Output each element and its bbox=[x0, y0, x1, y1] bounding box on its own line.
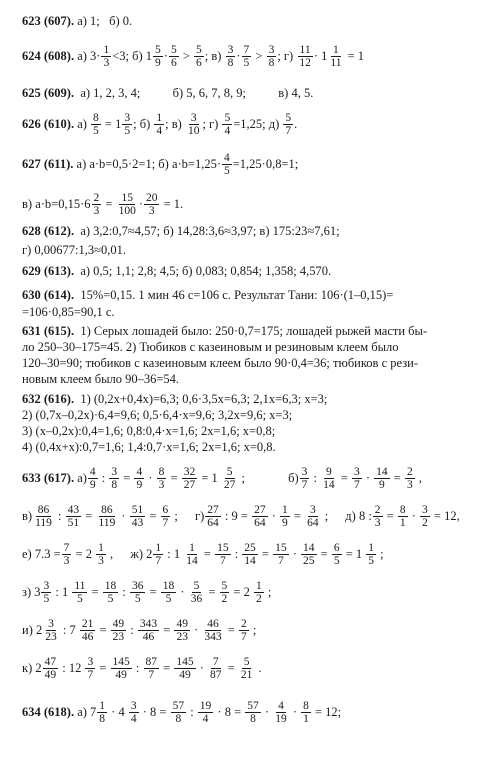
operator: = bbox=[96, 623, 110, 637]
op: · bbox=[236, 49, 241, 63]
problem-627-line1 bbox=[22, 152, 470, 177]
problem-number: 633 (617). bbox=[22, 471, 75, 485]
label-d: г) bbox=[209, 117, 219, 131]
op: · 1 bbox=[313, 49, 328, 63]
op: > bbox=[182, 49, 190, 63]
text: а) 0,5; 1,1; 2,8; 4,5; б) 0,083; 0,854; 1,358; 4,570. bbox=[80, 264, 332, 278]
text: . bbox=[294, 117, 298, 131]
fraction: $\frac{15}{100}$ bbox=[118, 192, 136, 217]
fraction: 1 3 bbox=[103, 44, 110, 69]
problem-632-line4 bbox=[22, 440, 470, 455]
text: =1,25; bbox=[233, 117, 266, 131]
expression-a bbox=[77, 700, 344, 725]
expression-b bbox=[288, 466, 425, 491]
problem-631 bbox=[22, 324, 470, 339]
fraction: $\frac{7}{87}$ bbox=[210, 656, 222, 681]
operator: · 4 bbox=[108, 705, 128, 719]
fraction: $\frac{21}{46}$ bbox=[81, 618, 94, 643]
problem-633-row6 bbox=[22, 656, 470, 681]
expression-label: е) 7.3 = bbox=[22, 547, 61, 561]
fraction: 3 23 bbox=[45, 618, 57, 643]
fraction: $\frac{2}{3}$ bbox=[374, 504, 381, 529]
fraction: $\frac{2}{3}$ bbox=[406, 466, 413, 491]
label-a: а) bbox=[77, 49, 87, 63]
operator: = bbox=[167, 471, 181, 485]
text: = 1. bbox=[163, 197, 184, 211]
operator: · bbox=[261, 705, 273, 719]
text: = 1 bbox=[104, 117, 122, 131]
expression-label: б) bbox=[288, 471, 299, 485]
operator: : 1 bbox=[164, 547, 184, 561]
expression-label: в) bbox=[22, 509, 33, 523]
fraction: $\frac{2}{7}$ bbox=[240, 618, 247, 643]
fraction: $\frac{14}{9}$ bbox=[376, 466, 388, 491]
text: г) 0,00677:1,3≈0,01. bbox=[22, 243, 126, 257]
problem-625 bbox=[22, 86, 470, 101]
expression-a bbox=[77, 466, 248, 491]
operator: · bbox=[289, 705, 301, 719]
expression-k bbox=[22, 656, 265, 681]
fraction: $\frac{27}{64}$ bbox=[254, 504, 266, 529]
expression-i bbox=[22, 618, 259, 643]
problem-630-line2 bbox=[22, 305, 470, 320]
text: =106·0,85=90,1 с. bbox=[22, 305, 115, 319]
fraction: $\frac{32}{27}$ bbox=[183, 466, 196, 491]
text: а) a·b=0,5·2=1; б) a·b=1,25· bbox=[76, 157, 221, 171]
text: ло 250–30–175=45. 2) Тюбиков с казеиновым и резиновым клеем было bbox=[22, 340, 399, 354]
operator: · bbox=[190, 623, 202, 637]
fraction: 4 9 bbox=[89, 466, 96, 491]
operator: = bbox=[120, 471, 134, 485]
expression-label: а) bbox=[77, 471, 87, 485]
fraction: $\frac{57}{8}$ bbox=[247, 700, 259, 725]
fraction: $\frac{46}{343}$ bbox=[204, 618, 222, 643]
fraction: 3 5 bbox=[124, 112, 131, 137]
operator: ; bbox=[321, 509, 332, 523]
operator: = bbox=[337, 471, 351, 485]
operator: ; bbox=[171, 509, 181, 523]
operator: , bbox=[415, 471, 426, 485]
fraction: $\frac{8}{1}$ bbox=[303, 700, 309, 725]
text: 15%=0,15. 1 мин 46 с=106 с. Результат Тани: 106·(1–0,15)= bbox=[80, 288, 394, 302]
operator: : bbox=[119, 585, 129, 599]
fraction: $\frac{145}{49}$ bbox=[112, 656, 130, 681]
operator: · bbox=[268, 509, 279, 523]
answer-a: а) 1, 2, 3, 4; bbox=[80, 86, 141, 100]
fraction: $\frac{18}{5}$ bbox=[162, 580, 175, 605]
fraction: 3 8 bbox=[268, 44, 275, 69]
problem-633-row3 bbox=[22, 542, 470, 567]
fraction: 1 4 bbox=[156, 112, 163, 137]
text: 120–30=90; тюбиков с казеиновым клеем было 90·0,4=36; тюбиков с рези- bbox=[22, 356, 418, 370]
operator: · bbox=[145, 471, 156, 485]
fraction: $\frac{11}{5}$ bbox=[74, 580, 86, 605]
fraction: 27 64 bbox=[207, 504, 219, 529]
operator: : bbox=[231, 547, 242, 561]
fraction: 3 4 bbox=[130, 700, 137, 725]
expression-label: г) bbox=[195, 509, 205, 523]
operator: . bbox=[255, 661, 265, 675]
answer-c: в) 4, 5. bbox=[278, 86, 314, 100]
operator: · bbox=[289, 547, 301, 561]
text: в) a·b=0,15·6 bbox=[22, 197, 91, 211]
fraction: 3 7 bbox=[301, 466, 308, 491]
operator: : bbox=[132, 661, 143, 675]
fraction: $\frac{8}{5}$ bbox=[93, 112, 99, 137]
fraction: $\frac{14}{25}$ bbox=[303, 542, 315, 567]
operator: = bbox=[205, 585, 219, 599]
operator: = bbox=[146, 585, 160, 599]
expression-label: д) 8 : bbox=[345, 509, 372, 523]
fraction: $\frac{18}{5}$ bbox=[104, 580, 117, 605]
problem-number: 630 (614). bbox=[22, 288, 75, 302]
problem-number: 624 (608). bbox=[22, 49, 75, 63]
text: ; bbox=[202, 117, 206, 131]
fraction: 3 5 bbox=[43, 580, 50, 605]
fraction: $\frac{20}{3}$ bbox=[145, 192, 158, 217]
operator: = bbox=[317, 547, 331, 561]
problem-631-line4 bbox=[22, 372, 470, 387]
fraction: $\frac{1}{9}$ bbox=[282, 504, 288, 529]
fraction: $\frac{5}{36}$ bbox=[190, 580, 203, 605]
operator: · bbox=[118, 509, 129, 523]
fraction: $\frac{49}{23}$ bbox=[176, 618, 188, 643]
fraction: $\frac{15}{7}$ bbox=[275, 542, 287, 567]
operator: = 12; bbox=[311, 705, 345, 719]
fraction: 3 10 bbox=[187, 112, 200, 137]
operator: = bbox=[224, 623, 238, 637]
problem-633-row4 bbox=[22, 580, 470, 605]
fraction: $\frac{6}{5}$ bbox=[333, 542, 340, 567]
fraction: 5 6 bbox=[196, 44, 202, 69]
operator: · bbox=[408, 509, 420, 523]
operator: = 2 bbox=[72, 547, 96, 561]
operator: = bbox=[224, 661, 238, 675]
operator: = bbox=[390, 471, 404, 485]
fraction: $\frac{343}{46}$ bbox=[139, 618, 158, 643]
fraction: $\frac{5}{4}$ bbox=[224, 112, 231, 137]
problem-632-line3 bbox=[22, 424, 470, 439]
op: · bbox=[138, 197, 143, 211]
fraction: $\frac{5}{21}$ bbox=[240, 656, 253, 681]
operator: ; bbox=[249, 623, 260, 637]
problem-632-line2 bbox=[22, 408, 470, 423]
fraction: $\frac{43}{51}$ bbox=[67, 504, 80, 529]
fraction: 1 7 bbox=[155, 542, 162, 567]
fraction: $\frac{3}{8}$ bbox=[111, 466, 118, 491]
text: ; bbox=[277, 49, 281, 63]
problem-number: 625 (609). bbox=[22, 86, 75, 100]
operator: · bbox=[177, 585, 188, 599]
op: · bbox=[163, 49, 168, 63]
problem-624: 624 (608). а) 3 · 1 3 <3; б) 1 5 9 · 5 6 > 5 6 ; в) 3 8 · 7 5 > 3 8 ; г) 11 12 · 1 $\frac{1}{11}$ = 1 bbox=[22, 44, 365, 69]
operator: = 2 bbox=[230, 585, 253, 599]
op: > bbox=[255, 49, 263, 63]
operator: · bbox=[362, 471, 374, 485]
problem-633-row1 bbox=[22, 466, 470, 491]
fraction: $\frac{7}{3}$ bbox=[63, 542, 70, 567]
fraction: 1 3 bbox=[98, 542, 104, 567]
operator: ; bbox=[238, 471, 249, 485]
operator: : 9 = bbox=[221, 509, 252, 523]
fraction: 1 5 bbox=[368, 542, 375, 567]
expression-label: ж) 2 bbox=[130, 547, 153, 561]
operator: : bbox=[54, 509, 65, 523]
expression-c bbox=[22, 504, 181, 529]
problem-number: 629 (613). bbox=[22, 264, 75, 278]
whole: 1 bbox=[145, 49, 153, 63]
label-c: в) bbox=[211, 49, 222, 63]
problem-number: 632 (616). bbox=[22, 392, 75, 406]
expression-e bbox=[345, 504, 463, 529]
label-a: а) bbox=[77, 117, 87, 131]
problem-628-line2 bbox=[22, 243, 470, 258]
expression-label: а) 7 bbox=[77, 705, 97, 719]
fraction: 47 49 bbox=[44, 656, 57, 681]
problem-number: 634 (618). bbox=[22, 705, 75, 719]
text: 1) (0,2x+0,4x)=6,3; 0,6·3,5x=6,3; 2,1x=6,3; x=3; bbox=[80, 392, 328, 406]
operator: = bbox=[146, 509, 160, 523]
op: = bbox=[105, 197, 113, 211]
problem-623 bbox=[22, 14, 470, 29]
fraction: $\frac{87}{7}$ bbox=[145, 656, 158, 681]
text: = 1 bbox=[347, 49, 365, 63]
fraction: 5 27 bbox=[223, 466, 236, 491]
answer-b: б) 5, 6, 7, 8, 9; bbox=[172, 86, 247, 100]
problem-632 bbox=[22, 392, 470, 407]
expression-d bbox=[195, 504, 331, 529]
label-c: в) bbox=[171, 117, 182, 131]
expression-label: з) 3 bbox=[22, 585, 41, 599]
fraction: $\frac{3}{7}$ bbox=[87, 656, 94, 681]
fraction: $\frac{15}{7}$ bbox=[217, 542, 229, 567]
fraction: $\frac{36}{5}$ bbox=[131, 580, 144, 605]
operator: , bbox=[106, 547, 117, 561]
fraction: 4 19 bbox=[275, 700, 287, 725]
label-b: б) bbox=[139, 117, 151, 131]
operator: = 1 bbox=[198, 471, 221, 485]
expression-g bbox=[130, 542, 387, 567]
fraction: 5 9 bbox=[155, 44, 161, 69]
fraction: $\frac{4}{9}$ bbox=[136, 466, 143, 491]
problem-626 bbox=[22, 112, 470, 137]
problem-number: 626 (610). bbox=[22, 117, 75, 131]
fraction: $\frac{1}{11}$ bbox=[330, 44, 342, 69]
expression-f bbox=[22, 542, 116, 567]
label-b: б) bbox=[132, 49, 143, 63]
fraction: $\frac{6}{7}$ bbox=[162, 504, 169, 529]
operator: = bbox=[88, 585, 102, 599]
operator: ; bbox=[377, 547, 387, 561]
text: ; bbox=[165, 117, 169, 131]
label-d: г) bbox=[283, 49, 294, 63]
fraction: $\frac{5}{2}$ bbox=[221, 580, 228, 605]
problem-629 bbox=[22, 264, 470, 279]
operator: = bbox=[96, 661, 110, 675]
fraction: $\frac{9}{14}$ bbox=[323, 466, 335, 491]
whole: 3 bbox=[90, 49, 97, 63]
operator: = bbox=[160, 623, 174, 637]
expression-label: и) 2 bbox=[22, 623, 43, 637]
fraction: 1 8 bbox=[99, 700, 106, 725]
fraction: $\frac{49}{23}$ bbox=[112, 618, 125, 643]
fraction: 86 119 bbox=[35, 504, 52, 529]
fraction: 11 12 bbox=[299, 44, 311, 69]
text: 2) (0,7x–0,2x)·6,4=9,6; 0,5·6,4·x=9,6; 3,2x=9,6; x=3; bbox=[22, 408, 293, 422]
problem-627-line2 bbox=[22, 192, 470, 217]
fraction: $\frac{4}{5}$ bbox=[224, 152, 230, 177]
fraction: $\frac{2}{3}$ bbox=[93, 192, 100, 217]
text: 4) (0,4x+x):0,7=1,6; 1,4:0,7·x=1,6; 2x=1,6; x=0,8. bbox=[22, 440, 276, 454]
fraction: 19 4 bbox=[199, 700, 212, 725]
text: ; bbox=[133, 117, 137, 131]
label-e: д) bbox=[268, 117, 280, 131]
operator: = bbox=[383, 509, 397, 523]
text: 1) Серых лошадей было: 250·0,7=175; лошадей рыжей масти бы- bbox=[80, 324, 428, 338]
fraction: 7 5 bbox=[243, 44, 250, 69]
problem-633-row5 bbox=[22, 618, 470, 643]
operator: : 7 bbox=[59, 623, 79, 637]
operator: ; bbox=[264, 585, 275, 599]
operator: = bbox=[200, 547, 215, 561]
operator: : 12 bbox=[59, 661, 85, 675]
operator: · bbox=[196, 661, 208, 675]
fraction: $\frac{25}{14}$ bbox=[244, 542, 256, 567]
problem-number: 623 (607). bbox=[22, 14, 75, 28]
fraction: 5 7 bbox=[285, 112, 292, 137]
answer-b: б) 0. bbox=[109, 14, 133, 28]
expression-label: к) 2 bbox=[22, 661, 42, 675]
fraction: $\frac{145}{49}$ bbox=[176, 656, 194, 681]
operator: : bbox=[127, 623, 137, 637]
operator: = bbox=[258, 547, 273, 561]
fraction: $\frac{3}{7}$ bbox=[353, 466, 360, 491]
operator: = 1 bbox=[342, 547, 366, 561]
problem-number: 627 (611). bbox=[22, 157, 74, 171]
operator: = 12, bbox=[430, 509, 463, 523]
problem-633-row2 bbox=[22, 504, 470, 529]
operator: : bbox=[310, 471, 321, 485]
problem-628 bbox=[22, 224, 470, 239]
problem-631-line3 bbox=[22, 356, 470, 371]
operator: = bbox=[160, 661, 174, 675]
fraction: $\frac{1}{14}$ bbox=[186, 542, 198, 567]
expression-h bbox=[22, 580, 274, 605]
problem-number: 631 (615). bbox=[22, 324, 75, 338]
problem-number: 628 (612). bbox=[22, 224, 75, 238]
text: ; bbox=[204, 49, 209, 63]
problem-631-line2 bbox=[22, 340, 470, 355]
fraction: 1 2 bbox=[255, 580, 262, 605]
fraction: $\frac{8}{1}$ bbox=[399, 504, 406, 529]
operator: = bbox=[290, 509, 305, 523]
fraction: $\frac{86}{119}$ bbox=[98, 504, 116, 529]
operator: : bbox=[98, 471, 109, 485]
fraction: $\frac{8}{3}$ bbox=[158, 466, 165, 491]
fraction: $\frac{51}{43}$ bbox=[131, 504, 144, 529]
operator: : 1 bbox=[52, 585, 72, 599]
text: а) 3,2:0,7≈4,57; б) 14,28:3,6≈3,97; в) 175:23≈7,61; bbox=[80, 224, 340, 238]
fraction: $\frac{3}{2}$ bbox=[422, 504, 428, 529]
operator: · 8 = bbox=[214, 705, 245, 719]
text: новым клеем было 90–36=54. bbox=[22, 372, 180, 386]
operator: · 8 = bbox=[139, 705, 170, 719]
problem-630 bbox=[22, 288, 470, 303]
text: 3) (x–0,2x):0,4=1,6; 0,8:0,4·x=1,6; 2x=1,6; x=0,8; bbox=[22, 424, 276, 438]
operator: : bbox=[187, 705, 197, 719]
fraction: 5 6 bbox=[170, 44, 177, 69]
problem-634 bbox=[22, 700, 470, 725]
fraction: 3 8 bbox=[227, 44, 234, 69]
text: <3; bbox=[112, 49, 129, 63]
fraction: $\frac{3}{64}$ bbox=[307, 504, 319, 529]
fraction: $\frac{57}{8}$ bbox=[172, 700, 185, 725]
text: =1,25·0,8=1; bbox=[232, 157, 299, 171]
answer-a: а) 1; bbox=[77, 14, 100, 28]
operator: = bbox=[82, 509, 96, 523]
